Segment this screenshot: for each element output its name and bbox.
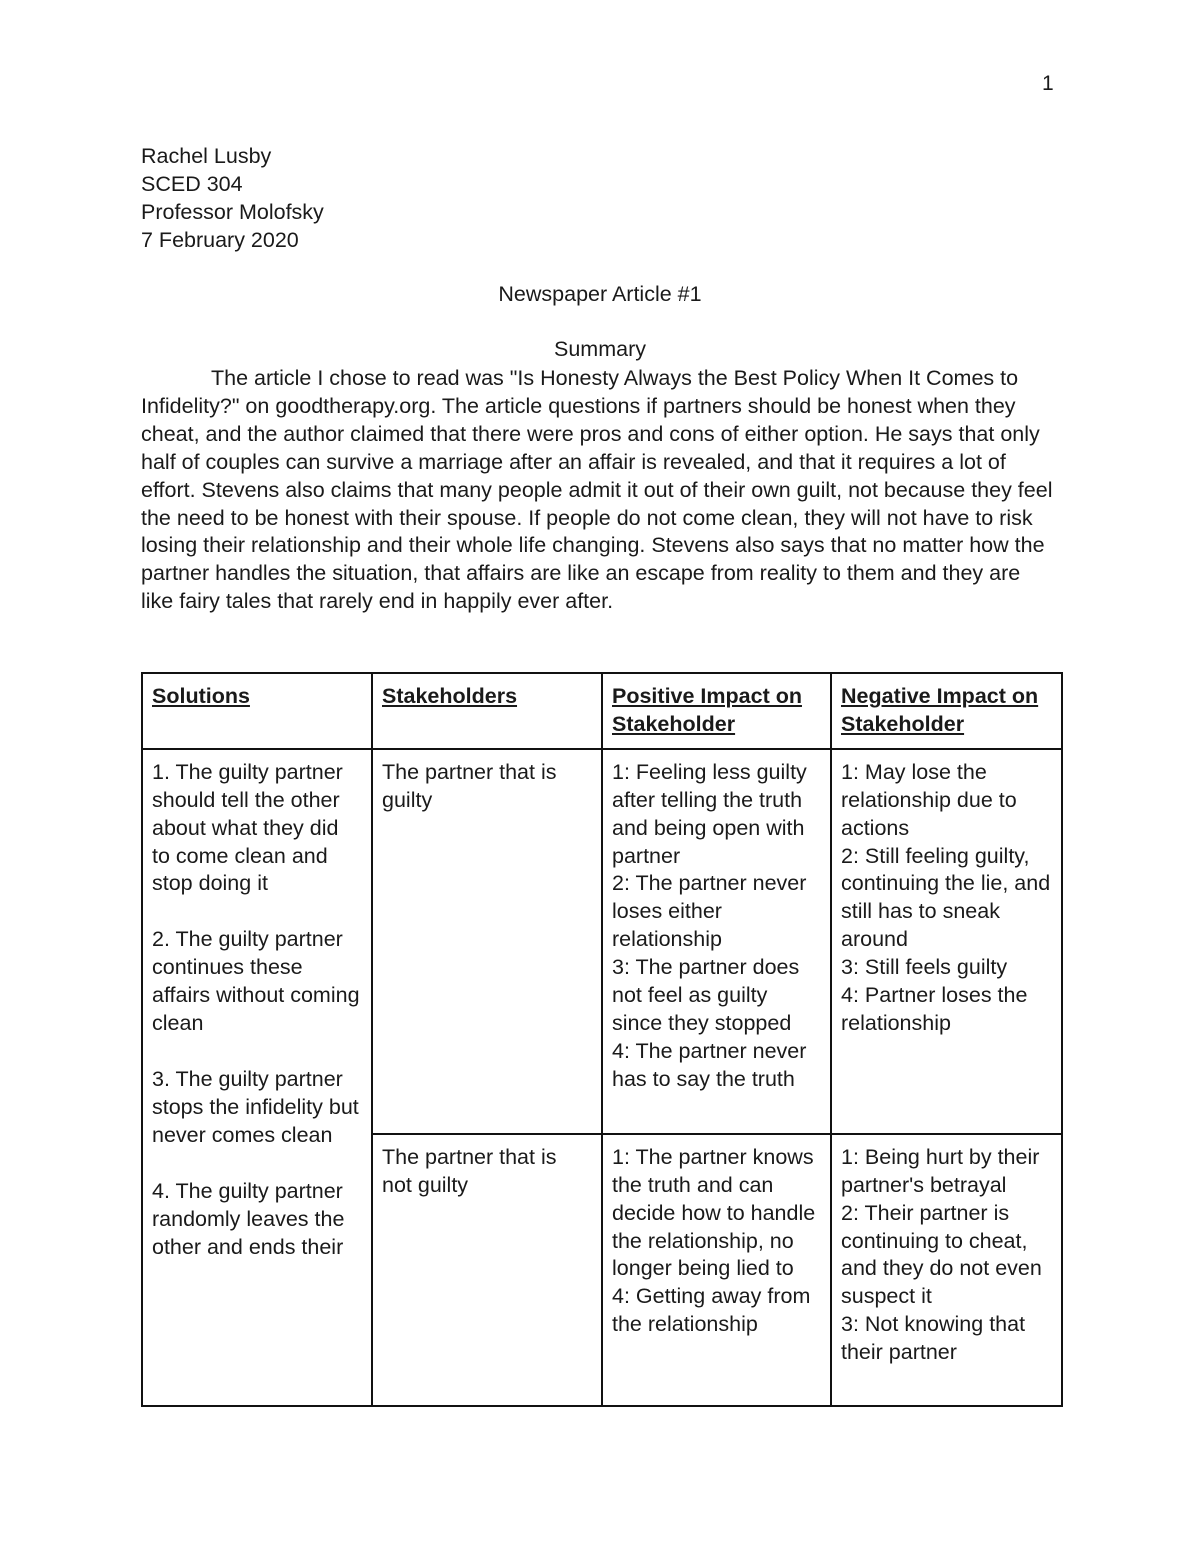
impact-item: 1: Being hurt by their partner's betrayal [841, 1144, 1040, 1197]
impact-item: 1: Feeling less guilty after telling the truth and being open with partner [612, 759, 807, 868]
solution-item: 2. The guilty partner continues these affairs without coming clean [152, 927, 360, 1036]
author-name: Rachel Lusby [141, 144, 272, 168]
table-row [142, 749, 1062, 1134]
impact-item: 2: Their partner is continuing to cheat, and they do not even suspect it [841, 1200, 1042, 1309]
header-positive-impact: Positive Impact on Stakeholder [602, 673, 831, 749]
positive-impact-cell [602, 749, 831, 1134]
impact-item: 4: Getting away from the relationship [612, 1284, 811, 1337]
impact-item: 3: The partner does not feel as guilty since they stopped [612, 955, 800, 1035]
negative-impact-cell [831, 749, 1062, 1134]
page-number: 1 [1042, 72, 1054, 95]
impact-item: 1: May lose the relationship due to actions [841, 759, 1017, 840]
stakeholder-cell: The partner that is not guilty [372, 1134, 602, 1406]
summary-heading: Summary [554, 337, 646, 361]
impact-item: 2: The partner never loses either relationship [612, 871, 807, 952]
impact-item: 4: The partner never has to say the truth [612, 1038, 807, 1091]
impact-table [141, 672, 1063, 1407]
solutions-cell [142, 749, 372, 1406]
summary-paragraph: The article I chose to read was "Is Honesty Always the Best Policy When It Comes to Infidelity?" on goodtherapy.org. The article questions if partners should be honest when they cheat, and the author claimed that there were pros and cons of either option. He says that only half of couples can survive a marriage after an affair is revealed, and that it requires a lot of effort. Stevens also claims that many people admit it out of their own guilt, not because they feel the need to be honest with their spouse. If people do not come clean, they will not have to risk losing their relationship and their whole life changing. Stevens also says that no matter how the partner handles the situation, that affairs are like an escape from reality to them and they are like fairy tales that rarely end in happily ever after. [141, 366, 1053, 614]
solution-item: 4. The guilty partner randomly leaves the other and ends their [152, 1178, 345, 1259]
impact-item: 2: Still feeling guilty, continuing the lie, and still has to sneak around [841, 843, 1051, 952]
impact-item: 1: The partner knows the truth and can decide how to handle the relationship, no longer being lied to [612, 1144, 816, 1281]
table-header-row [142, 673, 1062, 749]
document-date: 7 February 2020 [141, 228, 299, 252]
positive-impact-cell [602, 1134, 831, 1406]
course-code: SCED 304 [141, 172, 243, 196]
header-stakeholders: Stakeholders [372, 673, 602, 749]
impact-item: 4: Partner loses the relationship [841, 983, 1028, 1035]
solution-item: 3. The guilty partner stops the infidelity but never comes clean [152, 1066, 359, 1147]
negative-impact-cell [831, 1134, 1062, 1406]
impact-item: 3: Still feels guilty [841, 955, 1008, 980]
header-solutions: Solutions [142, 673, 372, 749]
header-negative-impact: Negative Impact on Stakeholder [831, 673, 1062, 749]
solution-item: 1. The guilty partner should tell the other about what they did to come clean and stop doing it [152, 759, 343, 896]
stakeholder-cell: The partner that is guilty [372, 749, 602, 1134]
document-title: Newspaper Article #1 [498, 282, 702, 306]
impact-item: 3: Not knowing that their partner [841, 1312, 1026, 1365]
header-block [141, 142, 324, 254]
professor-name: Professor Molofsky [141, 200, 324, 224]
